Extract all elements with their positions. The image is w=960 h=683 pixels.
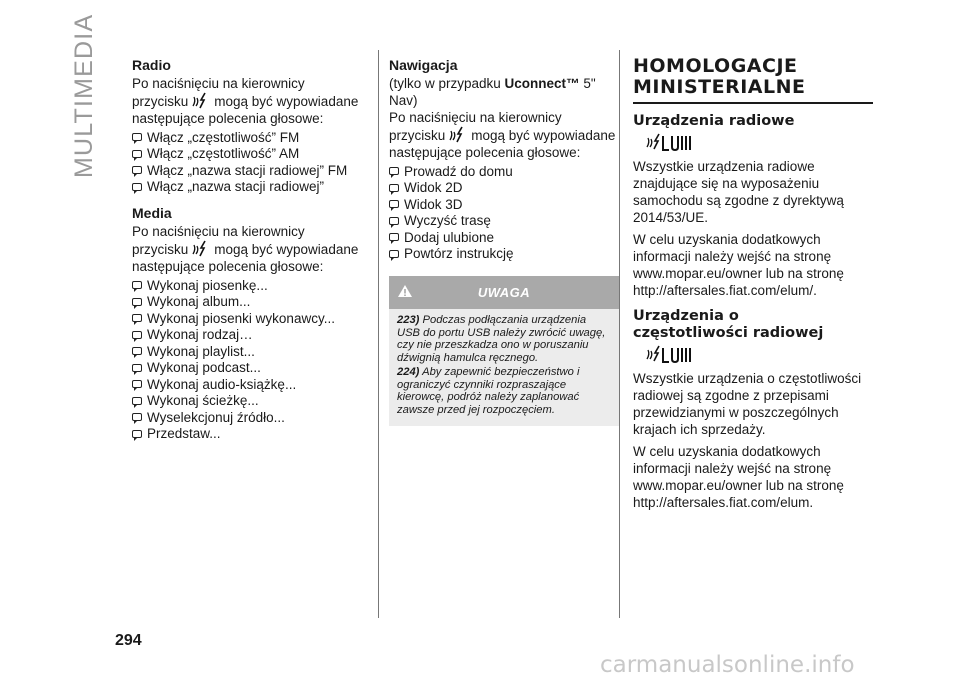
- warning-title: UWAGA: [477, 285, 531, 300]
- warning-triangle-icon: [397, 284, 413, 298]
- navigation-note-line-1: [389, 75, 621, 92]
- column-approvals: [633, 56, 873, 516]
- radio-heading: Radio: [132, 57, 171, 73]
- speech-bubble-icon: [389, 184, 399, 192]
- rf-devices-heading-line-2: częstotliwości radiowej: [633, 325, 824, 341]
- speech-bubble-icon: [389, 250, 399, 258]
- speech-bubble-icon: [132, 397, 142, 405]
- list-item: [132, 146, 372, 163]
- speech-bubble-icon: [389, 167, 399, 175]
- brand-name: Uconnect™: [504, 76, 580, 91]
- command-text: Prowadź do domu: [404, 163, 513, 179]
- speech-bubble-icon: [132, 166, 142, 174]
- speech-bubble-icon: [132, 380, 142, 388]
- rf-devices-paragraph-1: Wszystkie urządzenia o częstotliwości radiowej są zgodne z przepisami przewidzianymi w poszczególnych krajach ich sprzedaży.: [633, 371, 862, 437]
- radio-intro-2a: przycisku: [132, 94, 189, 109]
- speech-bubble-icon: [132, 430, 142, 438]
- command-text: Wykonaj audio-książkę...: [147, 376, 297, 392]
- command-text: Wykonaj podcast...: [147, 360, 261, 376]
- navigation-heading: Nawigacja: [389, 57, 458, 73]
- radio-devices-paragraph-2: W celu uzyskania dodatkowych informacji należy wejść na stronę www.mopar.eu/owner lub na stronę http://aftersales.fiat.com/elum/.: [633, 232, 844, 298]
- speech-bubble-icon: [132, 364, 142, 372]
- speech-bubble-icon: [132, 133, 142, 141]
- warning-item: [397, 366, 611, 416]
- list-item: [132, 294, 372, 311]
- command-text: Wyczyść trasę: [404, 213, 491, 229]
- speech-bubble-icon: [132, 183, 142, 191]
- command-text: Widok 2D: [404, 180, 463, 196]
- speech-bubble-icon: [132, 298, 142, 306]
- voice-command-icon: [191, 92, 211, 110]
- rf-devices-heading-line-1: Urządzenia o: [633, 308, 739, 324]
- command-text: Wykonaj piosenki wykonawcy...: [147, 310, 335, 326]
- list-item: [389, 163, 621, 180]
- command-text: Widok 3D: [404, 196, 463, 212]
- speech-bubble-icon: [132, 413, 142, 421]
- command-text: Wykonaj album...: [147, 294, 251, 310]
- list-item: [132, 277, 372, 294]
- approvals-title-line-1: HOMOLOGACJE: [633, 55, 798, 77]
- media-intro-line-1: Po naciśnięciu na kierownicy: [132, 224, 305, 239]
- radio-intro-line-2: [132, 92, 372, 110]
- radio-intro-2b: mogą być wypowiadane: [214, 94, 359, 109]
- warning-number: 224): [397, 366, 420, 378]
- note-text: 5": [579, 76, 596, 91]
- list-item: [132, 129, 372, 146]
- watermark-text: carmanualsonline.info: [600, 652, 855, 678]
- command-text: Wykonaj playlist...: [147, 343, 255, 359]
- warning-item: [397, 314, 611, 364]
- radio-intro-line-1: Po naciśnięciu na kierownicy: [132, 76, 305, 91]
- media-heading: Media: [132, 205, 172, 221]
- list-item: [132, 179, 372, 196]
- voice-command-icon: [191, 240, 211, 258]
- list-item: [132, 426, 372, 443]
- radio-devices-paragraph-1: Wszystkie urządzenia radiowe znajdujące się na wyposażeniu samochodu są zgodne z dyrektywą 2014/53/UE.: [633, 159, 844, 225]
- command-text: Wyselekcjonuj źródło...: [147, 409, 285, 425]
- navigation-command-list: [389, 163, 621, 262]
- navigation-intro-2b: mogą być wypowiadane: [471, 128, 616, 143]
- warning-text: Aby zapewnić bezpieczeństwo i ograniczyć czynniki rozpraszające kierowcę, podróż należy zaplanować zawsze przed jej rozpoczęciem.: [397, 366, 580, 416]
- rf-devices-paragraph-2: W celu uzyskania dodatkowych informacji należy wejść na stronę www.mopar.eu/owner lub na stronę http://aftersales.fiat.com/elum.: [633, 444, 844, 510]
- list-item: [389, 246, 621, 263]
- command-text: Włącz „nazwa stacji radiowej” FM: [147, 162, 348, 178]
- page-number: 294: [115, 632, 142, 649]
- title-underline: [633, 102, 873, 104]
- command-text: Włącz „częstotliwość” FM: [147, 129, 300, 145]
- media-intro-line-3: następujące polecenia głosowe:: [132, 259, 324, 274]
- warning-box: [389, 276, 619, 426]
- command-text: Przedstaw...: [147, 426, 221, 442]
- command-text: Powtórz instrukcję: [404, 246, 514, 262]
- speech-bubble-icon: [132, 314, 142, 322]
- speech-bubble-icon: [389, 200, 399, 208]
- command-text: Włącz „częstotliwość” AM: [147, 146, 300, 162]
- speech-bubble-icon: [132, 347, 142, 355]
- approvals-title-line-2: MINISTERIALNE: [633, 76, 806, 98]
- command-text: Wykonaj rodzaj…: [147, 327, 253, 343]
- speech-bubble-icon: [132, 281, 142, 289]
- list-item: [389, 180, 621, 197]
- voice-command-icon: [448, 126, 468, 144]
- column-navigation: [389, 57, 621, 426]
- warning-text: Podczas podłączania urządzenia USB do portu USB należy zwrócić uwagę, czy nie przeszkadza ono w poruszaniu dźwignią hamulca ręcznego.: [397, 314, 606, 364]
- navigation-intro-line-2: [389, 126, 621, 144]
- radio-devices-heading: Urządzenia radiowe: [633, 113, 795, 129]
- list-item: [132, 409, 372, 426]
- warning-number: 223): [397, 314, 420, 326]
- list-item: [389, 196, 621, 213]
- list-item: [389, 229, 621, 246]
- navigation-intro-line-3: następujące polecenia głosowe:: [389, 145, 581, 160]
- speech-bubble-icon: [389, 233, 399, 241]
- list-item: [132, 162, 372, 179]
- list-item: [132, 393, 372, 410]
- command-text: Włącz „nazwa stacji radiowej”: [147, 179, 325, 195]
- list-item: [389, 213, 621, 230]
- list-item: [132, 327, 372, 344]
- list-item: [132, 310, 372, 327]
- column-radio-media: [132, 57, 372, 442]
- radio-approval-mark-icon: [645, 345, 701, 365]
- command-text: Dodaj ulubione: [404, 229, 495, 245]
- list-item: [132, 343, 372, 360]
- speech-bubble-icon: [132, 150, 142, 158]
- note-text: (tylko w przypadku: [389, 76, 505, 91]
- media-command-list: [132, 277, 372, 442]
- command-text: Wykonaj ścieżkę...: [147, 393, 259, 409]
- radio-command-list: [132, 129, 372, 195]
- media-intro-2a: przycisku: [132, 242, 189, 257]
- list-item: [132, 360, 372, 377]
- section-side-title: MULTIMEDIA: [70, 13, 98, 178]
- command-text: Wykonaj piosenkę...: [147, 277, 268, 293]
- media-intro-line-2: [132, 240, 372, 258]
- warning-header: [389, 276, 619, 309]
- navigation-note-line-2: Nav): [389, 93, 418, 108]
- radio-approval-mark-icon: [645, 133, 701, 153]
- media-intro-2b: mogą być wypowiadane: [214, 242, 359, 257]
- speech-bubble-icon: [132, 331, 142, 339]
- warning-body: [389, 309, 619, 426]
- list-item: [132, 376, 372, 393]
- radio-intro-line-3: następujące polecenia głosowe:: [132, 111, 324, 126]
- navigation-intro-line-1: Po naciśnięciu na kierownicy: [389, 110, 562, 125]
- navigation-intro-2a: przycisku: [389, 128, 446, 143]
- speech-bubble-icon: [389, 217, 399, 225]
- column-divider-left: [378, 50, 379, 618]
